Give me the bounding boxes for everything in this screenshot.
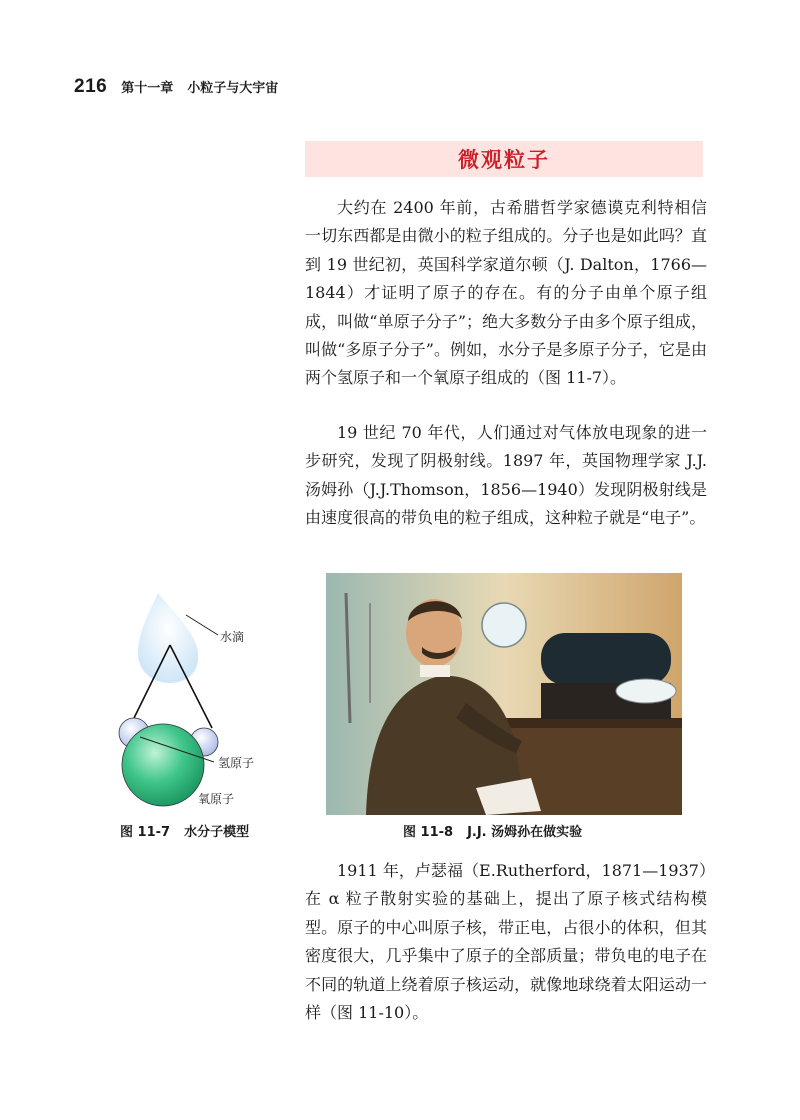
glass-tube (616, 679, 676, 703)
figure-11-8-text: J.J. 汤姆孙在做实验 (467, 825, 583, 840)
water-molecule-figure (100, 585, 280, 810)
hydrogen-label: 氢原子 (218, 756, 255, 770)
drop-label: 水滴 (220, 630, 245, 644)
chapter-label: 第十一章 (121, 81, 174, 96)
figure-11-7-caption (120, 821, 249, 840)
chapter-title: 小粒子与大宇宙 (187, 81, 279, 96)
section-heading-bar (305, 141, 703, 177)
scientist-collar (420, 665, 450, 677)
page-number: 216 (74, 76, 108, 97)
oxygen-atom (122, 724, 204, 806)
page-header (74, 76, 278, 98)
apparatus-cylinder (541, 633, 671, 685)
oxygen-label: 氧原子 (198, 792, 235, 806)
figure-11-7-number: 图 11-7 (120, 825, 171, 840)
body-paragraph-3: 1911 年，卢瑟福（E.Rutherford，1871—1937）在 α 粒子散射实验的基础上，提出了原子核式结构模型。原子的中心叫原子核，带正电，占很小的体积，但其密度很大，几乎集中了原子的全部质量；带负电的电子在不同的轨道上绕着原子核运动，就像地球绕着太阳运动一样（图 11-10）。 (305, 861, 707, 1023)
body-paragraph-1: 大约在 2400 年前，古希腊哲学家德谟克利特相信一切东西都是由微小的粒子组成的。分子也是如此吗？直到 19 世纪初，英国科学家道尔顿（J. Dalton，1766—1844）才证明了原子的存在。有的分子由单个原子组成，叫做“单原子分子”；绝大多数分子由多个原子组成，叫做“多原子分子”。例如，水分子是多原子分子，它是由两个氢原子和一个氧原子组成的（图 11-7）。 (305, 198, 707, 388)
glass-bulb (482, 603, 526, 647)
running-head (121, 77, 278, 96)
thomson-experiment-photo (326, 573, 682, 815)
water-drop-shape (138, 593, 198, 683)
figure-11-8-number: 图 11-8 (403, 825, 454, 840)
drop-label-leader (186, 615, 218, 635)
figure-11-8-caption (403, 821, 582, 840)
body-paragraph-2: 19 世纪 70 年代，人们通过对气体放电现象的进一步研究，发现了阴极射线。1897 年，英国物理学家 J.J. 汤姆孙（J.J.Thomson，1856—1940）发现阴极射线是由速度很高的带负电的粒子组成，这种粒子就是“电子”。 (305, 423, 707, 528)
section-title: 微观粒子 (458, 148, 550, 172)
bench-edge (496, 718, 682, 728)
figure-11-7-text: 水分子模型 (184, 825, 250, 840)
